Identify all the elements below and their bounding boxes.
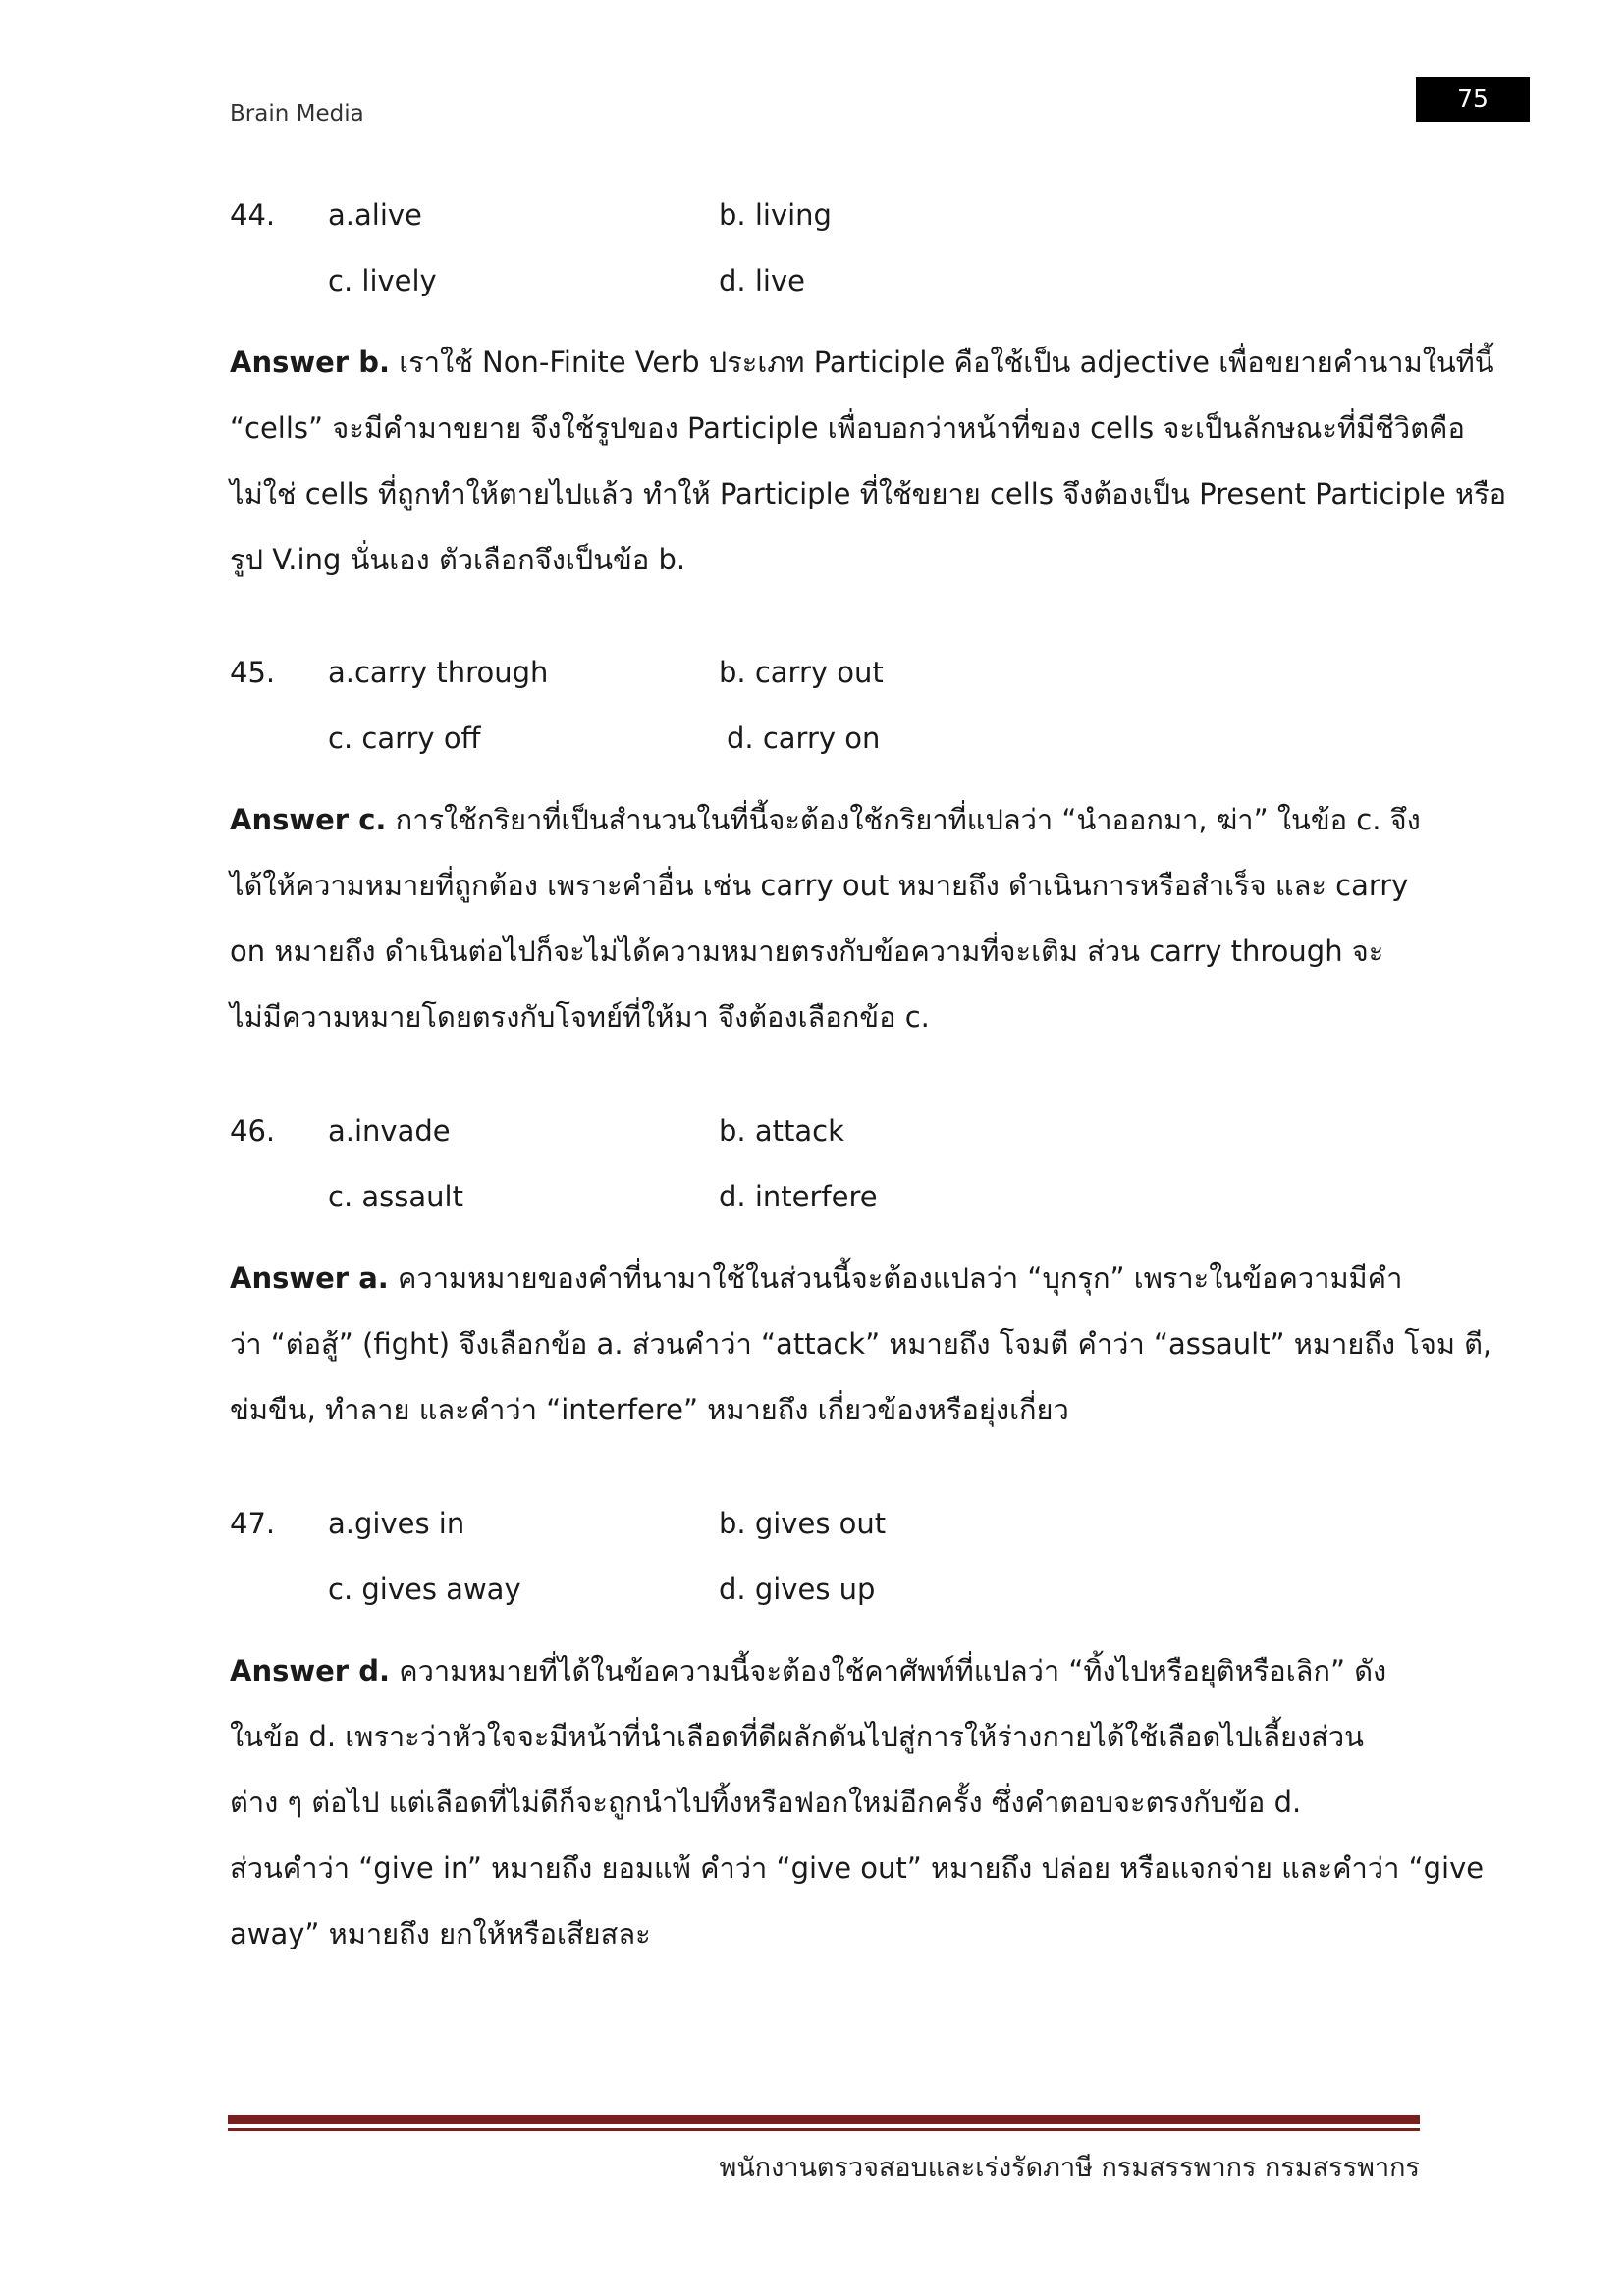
option-row [230, 1507, 1418, 1573]
option-b: b. attack [719, 1114, 844, 1148]
answer-explanation [230, 787, 1421, 1050]
answer-explanation [230, 330, 1507, 593]
option-c: c. assault [328, 1180, 463, 1213]
answer-label: Answer a. [230, 1261, 389, 1295]
answer-line: ต่าง ๆ ต่อไป แต่เลือดที่ไม่ดีก็จะถูกนำไปทิ้งหรือฟอกใหม่อีกครั้ง ซึ่งคำตอบจะตรงกับข้อ d. [230, 1786, 1302, 1819]
question-number: 44. [230, 198, 276, 232]
option-row [230, 198, 1418, 264]
question-45 [230, 656, 1421, 1050]
option-row [230, 264, 1418, 330]
answer-line: ไม่มีความหมายโดยตรงกับโจทย์ที่ให้มา จึงต้องเลือกข้อ c. [230, 1000, 930, 1034]
option-row [230, 721, 1418, 787]
option-a: a.carry through [328, 656, 549, 689]
answer-line: ว่า “ต่อสู้” (fight) จึงเลือกข้อ a. ส่วนคำว่า “attack” หมายถึง โจมตี คำว่า “assault” หมายถึง โจม ตี, [230, 1327, 1492, 1361]
option-c: c. gives away [328, 1573, 521, 1606]
answer-text: ความหมายของคำที่นามาใช้ในส่วนนี้จะต้องแปลว่า “บุกรุก” เพราะในข้อความมีคำ [388, 1261, 1403, 1295]
option-a: a.gives in [328, 1507, 465, 1540]
answer-line: ไม่ใช่ cells ที่ถูกทำให้ตายไปแล้ว ทำให้ Participle ที่ใช้ขยาย cells จึงต้องเป็น Present Participle หรือ [230, 477, 1507, 510]
answer-text: เราใช้ Non-Finite Verb ประเภท Participle คือใช้เป็น adjective เพื่อขยายคำนามในที่นี้ [389, 346, 1494, 379]
answer-line [230, 330, 1494, 396]
question-46 [230, 1114, 1492, 1443]
answer-line: ในข้อ d. เพราะว่าหัวใจจะมีหน้าที่นำเลือดที่ดีผลักดันไปสู่การให้ร่างกายได้ใช้เลือดไปเลี้ยงส่วน [230, 1720, 1364, 1753]
answer-line: รูป V.ing นั่นเอง ตัวเลือกจึงเป็นข้อ b. [230, 543, 686, 576]
answer-line [230, 1246, 1418, 1311]
answer-line [230, 787, 1421, 853]
page-number-badge: 75 [1416, 77, 1530, 122]
answer-line: ข่มขืน, ทำลาย และคำว่า “interfere” หมายถึง เกี่ยวข้องหรือยุ่งเกี่ยว [230, 1393, 1069, 1426]
option-row [230, 1114, 1418, 1180]
option-b: b. living [719, 198, 832, 232]
footer-divider-thin [228, 2128, 1420, 2131]
answer-line [230, 1638, 1418, 1704]
answer-line: “cells” จะมีคำมาขยาย จึงใช้รูปของ Participle เพื่อบอกว่าหน้าที่ของ cells จะเป็นลักษณะที่มีชีวิตคือ [230, 411, 1465, 445]
answer-label: Answer d. [230, 1654, 390, 1687]
answer-label: Answer c. [230, 803, 387, 836]
answer-explanation [230, 1246, 1492, 1443]
footer-divider [228, 2115, 1420, 2124]
option-d: d. live [719, 264, 805, 297]
option-a: a.alive [328, 198, 422, 232]
header-publisher: Brain Media [230, 101, 364, 127]
option-b: b. carry out [719, 656, 884, 689]
answer-line: away” หมายถึง ยกให้หรือเสียสละ [230, 1917, 651, 1950]
question-number: 47. [230, 1507, 276, 1540]
question-44 [230, 198, 1507, 593]
answer-line: ได้ให้ความหมายที่ถูกต้อง เพราะคำอื่น เช่น carry out หมายถึง ดำเนินการหรือสำเร็จ และ carry [230, 869, 1409, 902]
answer-explanation [230, 1638, 1485, 1967]
answer-label: Answer b. [230, 346, 390, 379]
answer-text: การใช้กริยาที่เป็นสำนวนในที่นี้จะต้องใช้กริยาที่แปลว่า “นำออกมา, ฆ่า” ในข้อ c. จึง [386, 803, 1421, 836]
question-number: 45. [230, 656, 276, 689]
option-a: a.invade [328, 1114, 451, 1148]
answer-text: ความหมายที่ได้ในข้อความนี้จะต้องใช้คาศัพท์ที่แปลว่า “ทิ้งไปหรือยุติหรือเลิก” ดัง [389, 1654, 1387, 1687]
option-c: c. carry off [328, 721, 481, 755]
option-d: d. gives up [719, 1573, 876, 1606]
answer-line: on หมายถึง ดำเนินต่อไปก็จะไม่ได้ความหมายตรงกับข้อความที่จะเติม ส่วน carry through จะ [230, 934, 1384, 968]
option-b: b. gives out [719, 1507, 887, 1540]
option-row [230, 1180, 1418, 1246]
question-47 [230, 1507, 1485, 1967]
option-d: d. interfere [719, 1180, 878, 1213]
question-number: 46. [230, 1114, 276, 1148]
option-row [230, 656, 1418, 721]
footer-text: พนักงานตรวจสอบและเร่งรัดภาษี กรมสรรพากร กรมสรรพากร [719, 2153, 1420, 2183]
answer-line: ส่วนคำว่า “give in” หมายถึง ยอมแพ้ คำว่า “give out” หมายถึง ปล่อย หรือแจกจ่าย และคำว่า “give [230, 1851, 1485, 1885]
option-row [230, 1573, 1418, 1638]
option-d: d. carry on [727, 721, 881, 755]
option-c: c. lively [328, 264, 437, 297]
